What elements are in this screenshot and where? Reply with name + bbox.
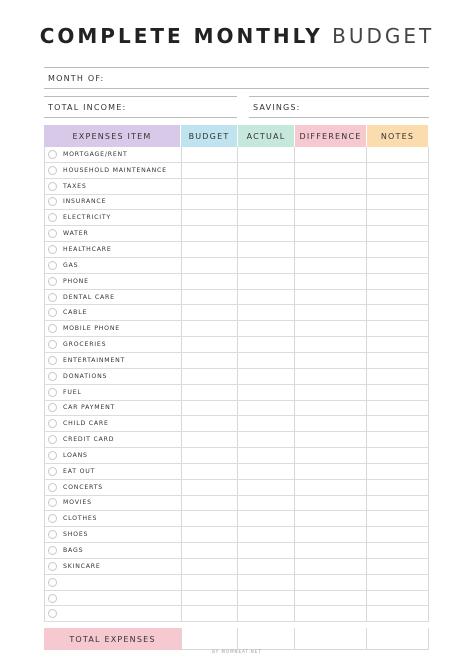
table-row — [45, 195, 429, 211]
difference-cell[interactable] — [295, 448, 367, 463]
expense-item-label: CLOTHES — [63, 515, 98, 523]
expense-item-label: PHONE — [63, 277, 89, 285]
difference-cell[interactable] — [295, 321, 367, 336]
expense-item-label: WATER — [63, 230, 89, 238]
page-title — [0, 24, 474, 48]
expense-item-label: SKINCARE — [63, 562, 101, 570]
actual-cell[interactable] — [238, 527, 295, 542]
notes-cell[interactable] — [367, 305, 429, 320]
actual-cell[interactable] — [238, 242, 295, 257]
notes-cell[interactable] — [367, 147, 429, 162]
notes-cell[interactable] — [367, 337, 429, 352]
expense-item-label: ENTERTAINMENT — [63, 356, 126, 364]
actual-cell[interactable] — [238, 511, 295, 526]
difference-cell[interactable] — [295, 575, 367, 590]
budget-cell[interactable] — [182, 496, 239, 511]
expense-item-cell — [45, 464, 182, 479]
table-row — [45, 527, 429, 543]
expense-item-label: FUEL — [63, 388, 82, 396]
actual-cell[interactable] — [238, 480, 295, 495]
notes-cell[interactable] — [367, 401, 429, 416]
total-notes-cell[interactable] — [367, 628, 429, 650]
table-row — [45, 337, 429, 353]
total-income-field[interactable] — [44, 96, 237, 118]
table-row — [45, 432, 429, 448]
checkbox-circle-icon[interactable] — [48, 609, 57, 618]
expense-item-label: ELECTRICITY — [63, 214, 111, 222]
actual-cell[interactable] — [238, 305, 295, 320]
checkbox-circle-icon[interactable] — [48, 293, 57, 302]
difference-cell[interactable] — [295, 242, 367, 257]
expense-item-cell — [45, 369, 182, 384]
checkbox-circle-icon[interactable] — [48, 150, 57, 159]
expense-item-cell — [45, 305, 182, 320]
table-row — [45, 258, 429, 274]
difference-cell[interactable] — [295, 401, 367, 416]
expense-item-cell — [45, 274, 182, 289]
notes-cell[interactable] — [367, 163, 429, 178]
checkbox-circle-icon[interactable] — [48, 324, 57, 333]
actual-cell[interactable] — [238, 401, 295, 416]
checkbox-circle-icon[interactable] — [48, 483, 57, 492]
notes-cell[interactable] — [367, 290, 429, 305]
difference-cell[interactable] — [295, 527, 367, 542]
expense-item-cell — [45, 401, 182, 416]
actual-cell[interactable] — [238, 290, 295, 305]
budget-cell[interactable] — [182, 210, 239, 225]
table-row — [45, 163, 429, 179]
notes-cell[interactable] — [367, 179, 429, 194]
notes-cell[interactable] — [367, 210, 429, 225]
actual-cell[interactable] — [238, 448, 295, 463]
total-income-label: TOTAL INCOME: — [48, 102, 127, 112]
difference-cell[interactable] — [295, 416, 367, 431]
savings-label: SAVINGS: — [253, 102, 301, 112]
expense-item-label: CREDIT CARD — [63, 436, 115, 444]
header-difference: DIFFERENCE — [295, 125, 367, 147]
difference-cell[interactable] — [295, 606, 367, 621]
notes-cell[interactable] — [367, 543, 429, 558]
table-row — [45, 274, 429, 290]
table-row — [45, 448, 429, 464]
actual-cell[interactable] — [238, 321, 295, 336]
difference-cell[interactable] — [295, 274, 367, 289]
table-row — [45, 606, 429, 622]
actual-cell[interactable] — [238, 163, 295, 178]
actual-cell[interactable] — [238, 432, 295, 447]
expense-item-cell — [45, 163, 182, 178]
checkbox-circle-icon[interactable] — [48, 451, 57, 460]
budget-cell[interactable] — [182, 448, 239, 463]
expense-item-cell — [45, 179, 182, 194]
notes-cell[interactable] — [367, 559, 429, 574]
notes-cell[interactable] — [367, 480, 429, 495]
checkbox-circle-icon[interactable] — [48, 594, 57, 603]
expense-item-label: EAT OUT — [63, 467, 96, 475]
table-row — [45, 179, 429, 195]
budget-cell[interactable] — [182, 226, 239, 241]
budget-cell[interactable] — [182, 416, 239, 431]
checkbox-circle-icon[interactable] — [48, 403, 57, 412]
notes-cell[interactable] — [367, 195, 429, 210]
budget-cell[interactable] — [182, 321, 239, 336]
notes-cell[interactable] — [367, 274, 429, 289]
notes-cell[interactable] — [367, 591, 429, 606]
expense-item-cell — [45, 559, 182, 574]
checkbox-circle-icon[interactable] — [48, 419, 57, 428]
title-light: BUDGET — [332, 24, 435, 48]
budget-cell[interactable] — [182, 290, 239, 305]
expense-item-cell — [45, 321, 182, 336]
expense-item-label: DENTAL CARE — [63, 293, 115, 301]
checkbox-circle-icon[interactable] — [48, 197, 57, 206]
budget-cell[interactable] — [182, 274, 239, 289]
checkbox-circle-icon[interactable] — [48, 514, 57, 523]
budget-cell[interactable] — [182, 179, 239, 194]
budget-cell[interactable] — [182, 575, 239, 590]
actual-cell[interactable] — [238, 337, 295, 352]
notes-cell[interactable] — [367, 385, 429, 400]
expense-item-cell — [45, 210, 182, 225]
table-row — [45, 575, 429, 591]
expense-item-label: BAGS — [63, 547, 84, 555]
expense-item-cell — [45, 226, 182, 241]
difference-cell[interactable] — [295, 464, 367, 479]
expense-item-label: MOBILE PHONE — [63, 325, 120, 333]
expense-item-cell — [45, 606, 182, 621]
actual-cell[interactable] — [238, 464, 295, 479]
expense-item-cell — [45, 242, 182, 257]
actual-cell[interactable] — [238, 591, 295, 606]
actual-cell[interactable] — [238, 274, 295, 289]
expense-item-cell — [45, 591, 182, 606]
checkbox-circle-icon[interactable] — [48, 388, 57, 397]
expense-item-cell — [45, 258, 182, 273]
table-row — [45, 385, 429, 401]
expense-item-label: CONCERTS — [63, 483, 104, 491]
checkbox-circle-icon[interactable] — [48, 166, 57, 175]
total-actual-cell[interactable] — [238, 628, 295, 650]
checkbox-circle-icon[interactable] — [48, 213, 57, 222]
checkbox-circle-icon[interactable] — [48, 308, 57, 317]
expense-item-cell — [45, 575, 182, 590]
header-actual: ACTUAL — [238, 125, 295, 147]
notes-cell[interactable] — [367, 369, 429, 384]
expense-item-label: MOVIES — [63, 499, 92, 507]
expense-item-cell — [45, 195, 182, 210]
budget-cell[interactable] — [182, 527, 239, 542]
header-expenses-item: EXPENSES ITEM — [44, 125, 181, 147]
budget-cell[interactable] — [182, 606, 239, 621]
checkbox-circle-icon[interactable] — [48, 229, 57, 238]
actual-cell[interactable] — [238, 543, 295, 558]
savings-field[interactable] — [249, 96, 429, 118]
budget-cell[interactable] — [182, 195, 239, 210]
checkbox-circle-icon[interactable] — [48, 562, 57, 571]
difference-cell[interactable] — [295, 195, 367, 210]
actual-cell[interactable] — [238, 369, 295, 384]
expense-item-cell — [45, 385, 182, 400]
difference-cell[interactable] — [295, 147, 367, 162]
checkbox-circle-icon[interactable] — [48, 340, 57, 349]
difference-cell[interactable] — [295, 511, 367, 526]
checkbox-circle-icon[interactable] — [48, 356, 57, 365]
difference-cell[interactable] — [295, 258, 367, 273]
table-row — [45, 290, 429, 306]
table-row — [45, 591, 429, 607]
budget-cell[interactable] — [182, 559, 239, 574]
table-row — [45, 353, 429, 369]
checkbox-circle-icon[interactable] — [48, 245, 57, 254]
notes-cell[interactable] — [367, 575, 429, 590]
difference-cell[interactable] — [295, 353, 367, 368]
notes-cell[interactable] — [367, 258, 429, 273]
difference-cell[interactable] — [295, 496, 367, 511]
expense-item-cell — [45, 543, 182, 558]
table-row — [45, 226, 429, 242]
table-row — [45, 416, 429, 432]
notes-cell[interactable] — [367, 448, 429, 463]
actual-cell[interactable] — [238, 559, 295, 574]
notes-cell[interactable] — [367, 496, 429, 511]
expense-item-label: MORTGAGE/RENT — [63, 150, 128, 158]
total-expenses-label: TOTAL EXPENSES — [44, 628, 181, 650]
checkbox-circle-icon[interactable] — [48, 498, 57, 507]
budget-cell[interactable] — [182, 480, 239, 495]
budget-cell[interactable] — [182, 369, 239, 384]
checkbox-circle-icon[interactable] — [48, 182, 57, 191]
title-bold: COMPLETE MONTHLY — [39, 24, 323, 48]
checkbox-circle-icon[interactable] — [48, 467, 57, 476]
budget-cell[interactable] — [182, 432, 239, 447]
expense-item-cell — [45, 147, 182, 162]
table-body — [44, 147, 429, 622]
notes-cell[interactable] — [367, 527, 429, 542]
actual-cell[interactable] — [238, 353, 295, 368]
expense-item-cell — [45, 480, 182, 495]
table-row — [45, 464, 429, 480]
expense-item-label: SHOES — [63, 531, 89, 539]
table-row — [45, 511, 429, 527]
checkbox-circle-icon[interactable] — [48, 546, 57, 555]
table-row — [45, 210, 429, 226]
expense-item-label: HEALTHCARE — [63, 245, 112, 253]
difference-cell[interactable] — [295, 543, 367, 558]
notes-cell[interactable] — [367, 321, 429, 336]
notes-cell[interactable] — [367, 353, 429, 368]
total-row — [44, 628, 429, 650]
expense-item-cell — [45, 432, 182, 447]
expense-item-cell — [45, 353, 182, 368]
table-row — [45, 401, 429, 417]
actual-cell[interactable] — [238, 147, 295, 162]
difference-cell[interactable] — [295, 305, 367, 320]
notes-cell[interactable] — [367, 606, 429, 621]
actual-cell[interactable] — [238, 385, 295, 400]
table-header — [44, 125, 429, 147]
table-row — [45, 496, 429, 512]
month-label: MONTH OF: — [48, 73, 105, 83]
budget-cell[interactable] — [182, 543, 239, 558]
actual-cell[interactable] — [238, 226, 295, 241]
table-row — [45, 543, 429, 559]
budget-cell[interactable] — [182, 258, 239, 273]
checkbox-circle-icon[interactable] — [48, 261, 57, 270]
expense-item-label: LOANS — [63, 451, 88, 459]
expense-item-cell — [45, 337, 182, 352]
checkbox-circle-icon[interactable] — [48, 578, 57, 587]
checkbox-circle-icon[interactable] — [48, 372, 57, 381]
actual-cell[interactable] — [238, 606, 295, 621]
difference-cell[interactable] — [295, 337, 367, 352]
checkbox-circle-icon[interactable] — [48, 530, 57, 539]
budget-cell[interactable] — [182, 353, 239, 368]
difference-cell[interactable] — [295, 226, 367, 241]
budget-cell[interactable] — [182, 511, 239, 526]
table-row — [45, 305, 429, 321]
notes-cell[interactable] — [367, 226, 429, 241]
difference-cell[interactable] — [295, 559, 367, 574]
difference-cell[interactable] — [295, 179, 367, 194]
total-budget-cell[interactable] — [181, 628, 238, 650]
expense-item-label: CABLE — [63, 309, 88, 317]
actual-cell[interactable] — [238, 416, 295, 431]
checkbox-circle-icon[interactable] — [48, 277, 57, 286]
expense-item-label: GAS — [63, 261, 79, 269]
checkbox-circle-icon[interactable] — [48, 435, 57, 444]
difference-cell[interactable] — [295, 163, 367, 178]
difference-cell[interactable] — [295, 480, 367, 495]
expense-item-label: HOUSEHOLD MAINTENANCE — [63, 166, 167, 174]
notes-cell[interactable] — [367, 511, 429, 526]
table-row — [45, 480, 429, 496]
budget-cell[interactable] — [182, 591, 239, 606]
actual-cell[interactable] — [238, 179, 295, 194]
difference-cell[interactable] — [295, 432, 367, 447]
difference-cell[interactable] — [295, 369, 367, 384]
header-notes: NOTES — [367, 125, 429, 147]
expense-item-label: TAXES — [63, 182, 87, 190]
total-difference-cell[interactable] — [295, 628, 367, 650]
expense-item-cell — [45, 511, 182, 526]
budget-cell[interactable] — [182, 337, 239, 352]
budget-cell[interactable] — [182, 305, 239, 320]
table-row — [45, 147, 429, 163]
budget-cell[interactable] — [182, 401, 239, 416]
expense-item-cell — [45, 527, 182, 542]
expense-item-cell — [45, 448, 182, 463]
difference-cell[interactable] — [295, 591, 367, 606]
actual-cell[interactable] — [238, 258, 295, 273]
footer-credit: BY MOMNEAT.NET — [212, 649, 262, 654]
expenses-table — [44, 125, 429, 650]
expense-item-cell — [45, 416, 182, 431]
month-field[interactable] — [44, 67, 429, 89]
header-budget: BUDGET — [181, 125, 238, 147]
notes-cell[interactable] — [367, 464, 429, 479]
table-row — [45, 559, 429, 575]
budget-cell[interactable] — [182, 147, 239, 162]
difference-cell[interactable] — [295, 385, 367, 400]
notes-cell[interactable] — [367, 432, 429, 447]
budget-cell[interactable] — [182, 163, 239, 178]
actual-cell[interactable] — [238, 210, 295, 225]
expense-item-label: CAR PAYMENT — [63, 404, 116, 412]
table-row — [45, 369, 429, 385]
difference-cell[interactable] — [295, 290, 367, 305]
budget-cell[interactable] — [182, 242, 239, 257]
budget-cell[interactable] — [182, 385, 239, 400]
expense-item-label: GROCERIES — [63, 341, 107, 349]
budget-cell[interactable] — [182, 464, 239, 479]
table-row — [45, 321, 429, 337]
expense-item-label: CHILD CARE — [63, 420, 109, 428]
expense-item-label: DONATIONS — [63, 372, 108, 380]
actual-cell[interactable] — [238, 195, 295, 210]
expense-item-label: INSURANCE — [63, 198, 107, 206]
notes-cell[interactable] — [367, 242, 429, 257]
table-row — [45, 242, 429, 258]
expense-item-cell — [45, 496, 182, 511]
expense-item-cell — [45, 290, 182, 305]
notes-cell[interactable] — [367, 416, 429, 431]
actual-cell[interactable] — [238, 575, 295, 590]
difference-cell[interactable] — [295, 210, 367, 225]
actual-cell[interactable] — [238, 496, 295, 511]
